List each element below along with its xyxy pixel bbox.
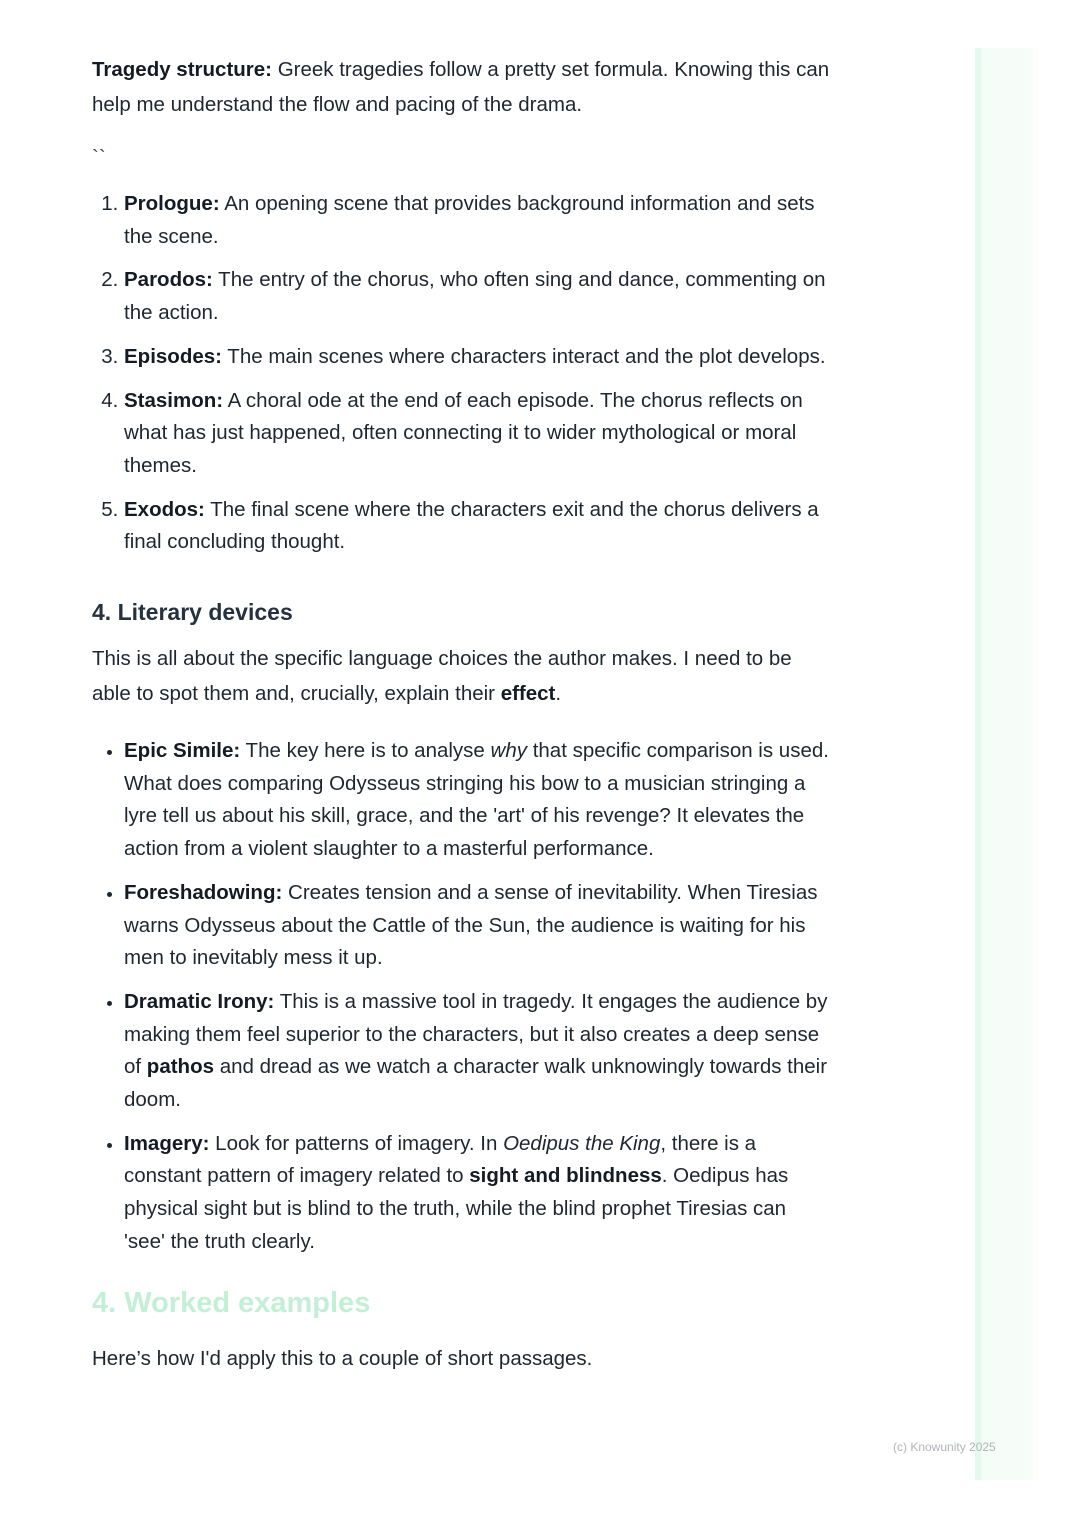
italic-text: why	[490, 739, 528, 763]
copyright-footer: (c) Knowunity 2025	[893, 1440, 996, 1454]
bold-text: Parodos:	[124, 268, 213, 292]
worked-examples-intro: Here’s how I'd apply this to a couple of short passages.	[92, 1346, 593, 1370]
bold-text: pathos	[146, 1055, 214, 1079]
list-item	[124, 264, 832, 329]
list-item	[124, 385, 832, 483]
list-item	[124, 341, 832, 374]
bold-text: Exodos:	[124, 497, 205, 521]
backticks: ``	[92, 146, 106, 169]
text-segment: , there is a constant pattern of imagery related to	[124, 1131, 757, 1188]
tragedy-structure-paragraph	[92, 52, 832, 122]
literary-devices-heading: 4. Literary devices	[92, 599, 293, 626]
text-segment: .	[555, 682, 562, 706]
bold-text: Foreshadowing:	[124, 880, 283, 904]
list-item	[124, 735, 832, 866]
list-item	[124, 986, 832, 1117]
text-segment: Greek tragedies follow a pretty set formula. Knowing this can help me understand the flow and pacing of the drama.	[92, 58, 830, 116]
text-segment: This is a massive tool in tragedy. It engages the audience by making them feel superior to the characters, but it also creates a deep sense of	[124, 989, 828, 1079]
literary-devices-intro	[92, 641, 832, 711]
bold-text: Stasimon:	[124, 388, 224, 412]
text-segment: that specific comparison is used. What does comparing Odysseus stringing his bow to a musician stringing a lyre tell us about his skill, grace, and the 'art' of his revenge? It elevates the action from a violent slaughter to a masterful performance.	[124, 739, 829, 861]
text-segment: A choral ode at the end of each episode. The chorus reflects on what has just happened, often connecting it to wider mythological or moral themes.	[124, 388, 803, 477]
document-content	[92, 52, 832, 1376]
list-item	[124, 494, 832, 559]
bold-text: Prologue:	[124, 192, 220, 215]
text-segment: The final scene where the characters exit and the chorus delivers a final concluding thought.	[124, 497, 819, 554]
text-segment: Creates tension and a sense of inevitability. When Tiresias warns Odysseus about the Cattle of the Sun, the audience is waiting for his men to inevitably mess it up.	[124, 880, 818, 970]
tragedy-structure-list	[92, 188, 832, 559]
text-segment: Look for patterns of imagery. In	[209, 1131, 504, 1155]
bold-text: Epic Simile:	[124, 739, 241, 763]
text-segment: The key here is to analyse	[240, 739, 491, 763]
bold-text: effect	[500, 682, 556, 706]
list-item	[124, 1128, 832, 1259]
sidebar-decoration	[975, 48, 1033, 1480]
bold-text: sight and blindness	[469, 1164, 662, 1188]
worked-examples-heading: 4. Worked examples	[92, 1286, 371, 1319]
bold-text: Imagery:	[124, 1131, 210, 1155]
bold-text: Dramatic Irony:	[124, 989, 275, 1013]
text-segment: An opening scene that provides background information and sets the scene.	[124, 192, 815, 248]
italic-text: Oedipus the King	[503, 1131, 661, 1155]
text-segment: The entry of the chorus, who often sing and dance, commenting on the action.	[124, 268, 826, 325]
text-segment: and dread as we watch a character walk unknowingly towards their doom.	[124, 1055, 828, 1112]
list-item	[124, 188, 832, 253]
bold-text: Tragedy structure:	[92, 58, 272, 81]
bold-text: Episodes:	[124, 344, 222, 368]
list-item	[124, 877, 832, 975]
text-segment: . Oedipus has physical sight but is blind to the truth, while the blind prophet Tiresias can 'see' the truth clearly.	[124, 1164, 789, 1253]
text-segment: The main scenes where characters interact and the plot develops.	[221, 344, 826, 368]
literary-devices-list	[92, 735, 832, 1259]
text-segment: This is all about the specific language choices the author makes. I need to be able to spot them and, crucially, explain their	[92, 647, 792, 706]
